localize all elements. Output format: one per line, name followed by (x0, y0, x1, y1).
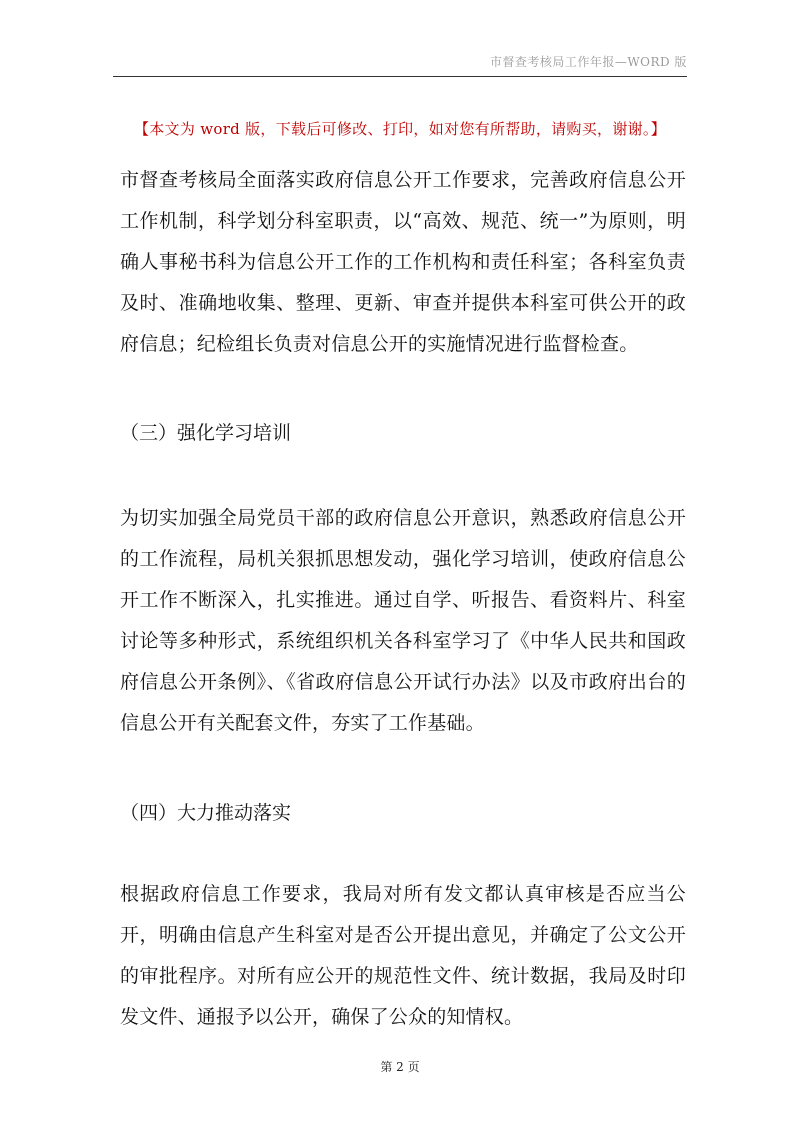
page-number: 第 2 页 (380, 1060, 420, 1074)
paragraph-training: 为切实加强全局党员干部的政府信息公开意识，熟悉政府信息公开的工作流程，局机关狠抓思想发动，强化学习培训，使政府信息公开工作不断深入，扎实推进。通过自学、听报告、看资料片、科室讨论等多种形式，系统组织机关各科室学习了《中华人民共和国政府信息公开条例》、《省政府信息公开试行办法》以及市政府出台的信息公开有关配套文件，夯实了工作基础。 (120, 507, 686, 734)
header-divider (113, 76, 687, 77)
section-heading-implementation: （四）大力推动落实 (120, 802, 292, 824)
page-header-title: 市督查考核局工作年报—WORD 版 (489, 55, 687, 69)
download-notice: 【本文为 word 版，下载后可修改、打印，如对您有所帮助，请购买，谢谢。】 (133, 120, 667, 138)
paragraph-intro: 市督查考核局全面落实政府信息公开工作要求，完善政府信息公开工作机制，科学划分科室职责，以“高效、规范、统一”为原则，明确人事秘书科为信息公开工作的工作机构和责任科室；各科室负责及时、准确地收集、整理、更新、审查并提供本科室可供公开的政府信息；纪检组长负责对信息公开的实施情况进行监督检查。 (120, 169, 686, 355)
section-heading-training: （三）强化学习培训 (120, 422, 292, 444)
paragraph-implementation: 根据政府信息工作要求，我局对所有发文都认真审核是否应当公开，明确由信息产生科室对是否公开提出意见，并确定了公文公开的审批程序。对所有应公开的规范性文件、统计数据，我局及时印发文件、通报予以公开，确保了公众的知情权。 (120, 883, 686, 1028)
